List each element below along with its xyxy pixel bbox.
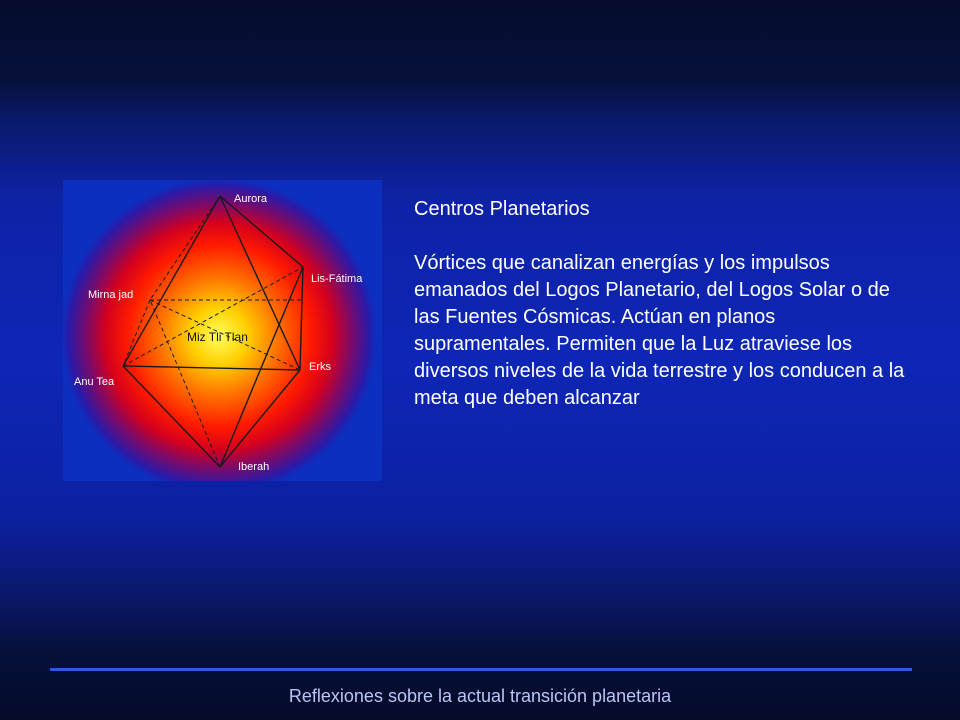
label-mirna-jad: Mirna jad (88, 289, 134, 301)
slide-text (414, 196, 914, 412)
label-anu-tea: Anu Tea (74, 376, 115, 388)
label-aurora: Aurora (234, 193, 268, 205)
slide-title: Centros Planetarios (414, 198, 590, 220)
planetary-centers-diagram (63, 180, 382, 481)
footer-divider (50, 668, 912, 671)
label-iberah: Iberah (238, 461, 270, 473)
slide-body: Vórtices que canalizan energías y los impulsos emanados del Logos Planetario, del Logos Solar o de las Fuentes Cósmicas. Actúan en planos supramentales. Permiten que la Luz atraviese los diversos niveles de la vida terrestre y los conducen a la meta que deben alcanzar (414, 252, 905, 409)
label-miz-tli-tlan: Miz Tli Tlan (187, 330, 248, 344)
octahedron-svg (63, 180, 382, 481)
label-erks: Erks (309, 361, 331, 373)
label-lis-fatima: Lis-Fátima (311, 273, 363, 285)
footer-text: Reflexiones sobre la actual transición planetaria (288, 686, 672, 706)
